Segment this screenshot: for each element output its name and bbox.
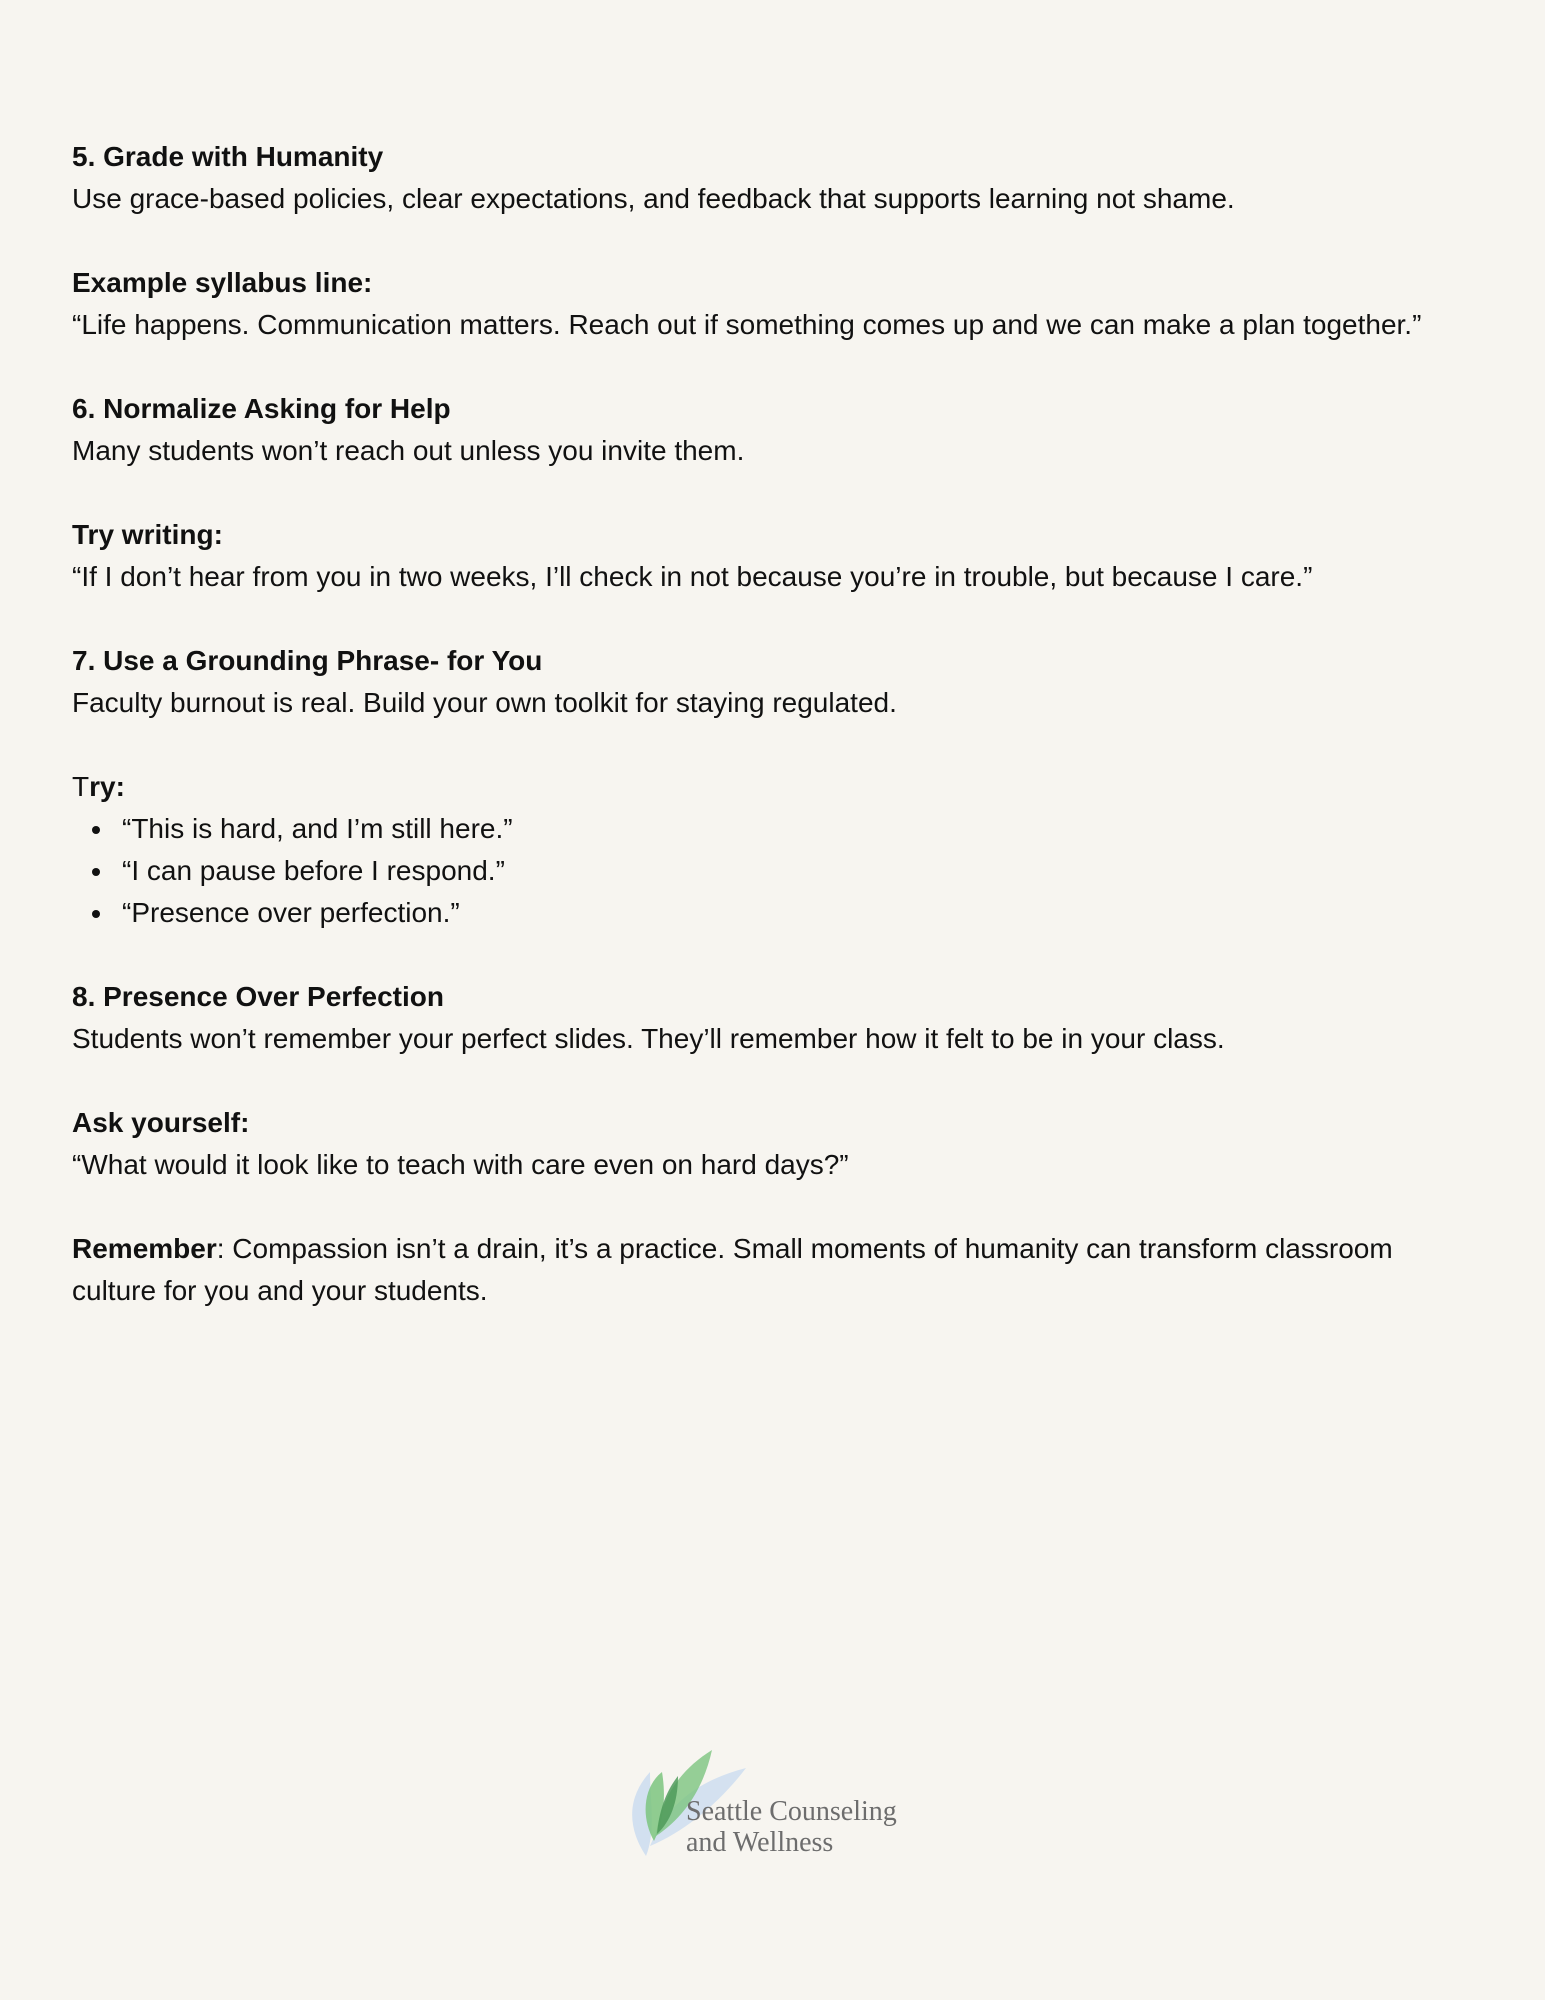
section-presence-over-perfection: [72, 976, 1472, 1060]
section-heading: 8. Presence Over Perfection: [72, 981, 444, 1012]
heading-rest: ry:: [89, 771, 125, 802]
section-grade-with-humanity: [72, 136, 1472, 220]
list-item: “Presence over perfection.”: [72, 892, 1472, 934]
section-remember: [72, 1228, 1472, 1312]
remember-label: Remember: [72, 1233, 217, 1264]
document-body: [72, 136, 1472, 1354]
phrase-list: [72, 808, 1472, 934]
section-text: “Life happens. Communication matters. Reach out if something comes up and we can make a plan together.”: [72, 309, 1422, 340]
section-normalize-asking-for-help: [72, 388, 1472, 472]
logo-line-2: and Wellness: [686, 1827, 834, 1858]
logo-wordmark: [686, 1796, 897, 1858]
section-heading: 6. Normalize Asking for Help: [72, 393, 451, 424]
section-heading: 7. Use a Grounding Phrase- for You: [72, 645, 543, 676]
list-item: “I can pause before I respond.”: [72, 850, 1472, 892]
section-text: “If I don’t hear from you in two weeks, I’ll check in not because you’re in trouble, but because I care.”: [72, 561, 1313, 592]
section-ask-yourself: [72, 1102, 1472, 1186]
section-text: Many students won’t reach out unless you invite them.: [72, 435, 745, 466]
section-heading: Try writing:: [72, 519, 223, 550]
section-text: Faculty burnout is real. Build your own toolkit for staying regulated.: [72, 687, 897, 718]
section-heading: [72, 766, 1472, 808]
section-try-writing: [72, 514, 1472, 598]
section-text: Students won’t remember your perfect slides. They’ll remember how it felt to be in your class.: [72, 1023, 1225, 1054]
section-example-syllabus-line: [72, 262, 1472, 346]
section-try-phrases: [72, 766, 1472, 934]
logo-line-1: Seattle Counseling: [686, 1796, 897, 1827]
logo: [626, 1746, 946, 1866]
list-item: “This is hard, and I’m still here.”: [72, 808, 1472, 850]
remember-paragraph: [72, 1228, 1472, 1312]
section-grounding-phrase: [72, 640, 1472, 724]
section-heading: Example syllabus line:: [72, 267, 373, 298]
section-text: Use grace-based policies, clear expectations, and feedback that supports learning not shame.: [72, 183, 1235, 214]
section-heading: 5. Grade with Humanity: [72, 141, 384, 172]
section-text: “What would it look like to teach with care even on hard days?”: [72, 1149, 849, 1180]
heading-prefix: T: [72, 771, 90, 802]
section-heading: Ask yourself:: [72, 1107, 250, 1138]
remember-text: : Compassion isn’t a drain, it’s a practice. Small moments of humanity can transform classroom culture for you and your students.: [72, 1233, 1393, 1306]
